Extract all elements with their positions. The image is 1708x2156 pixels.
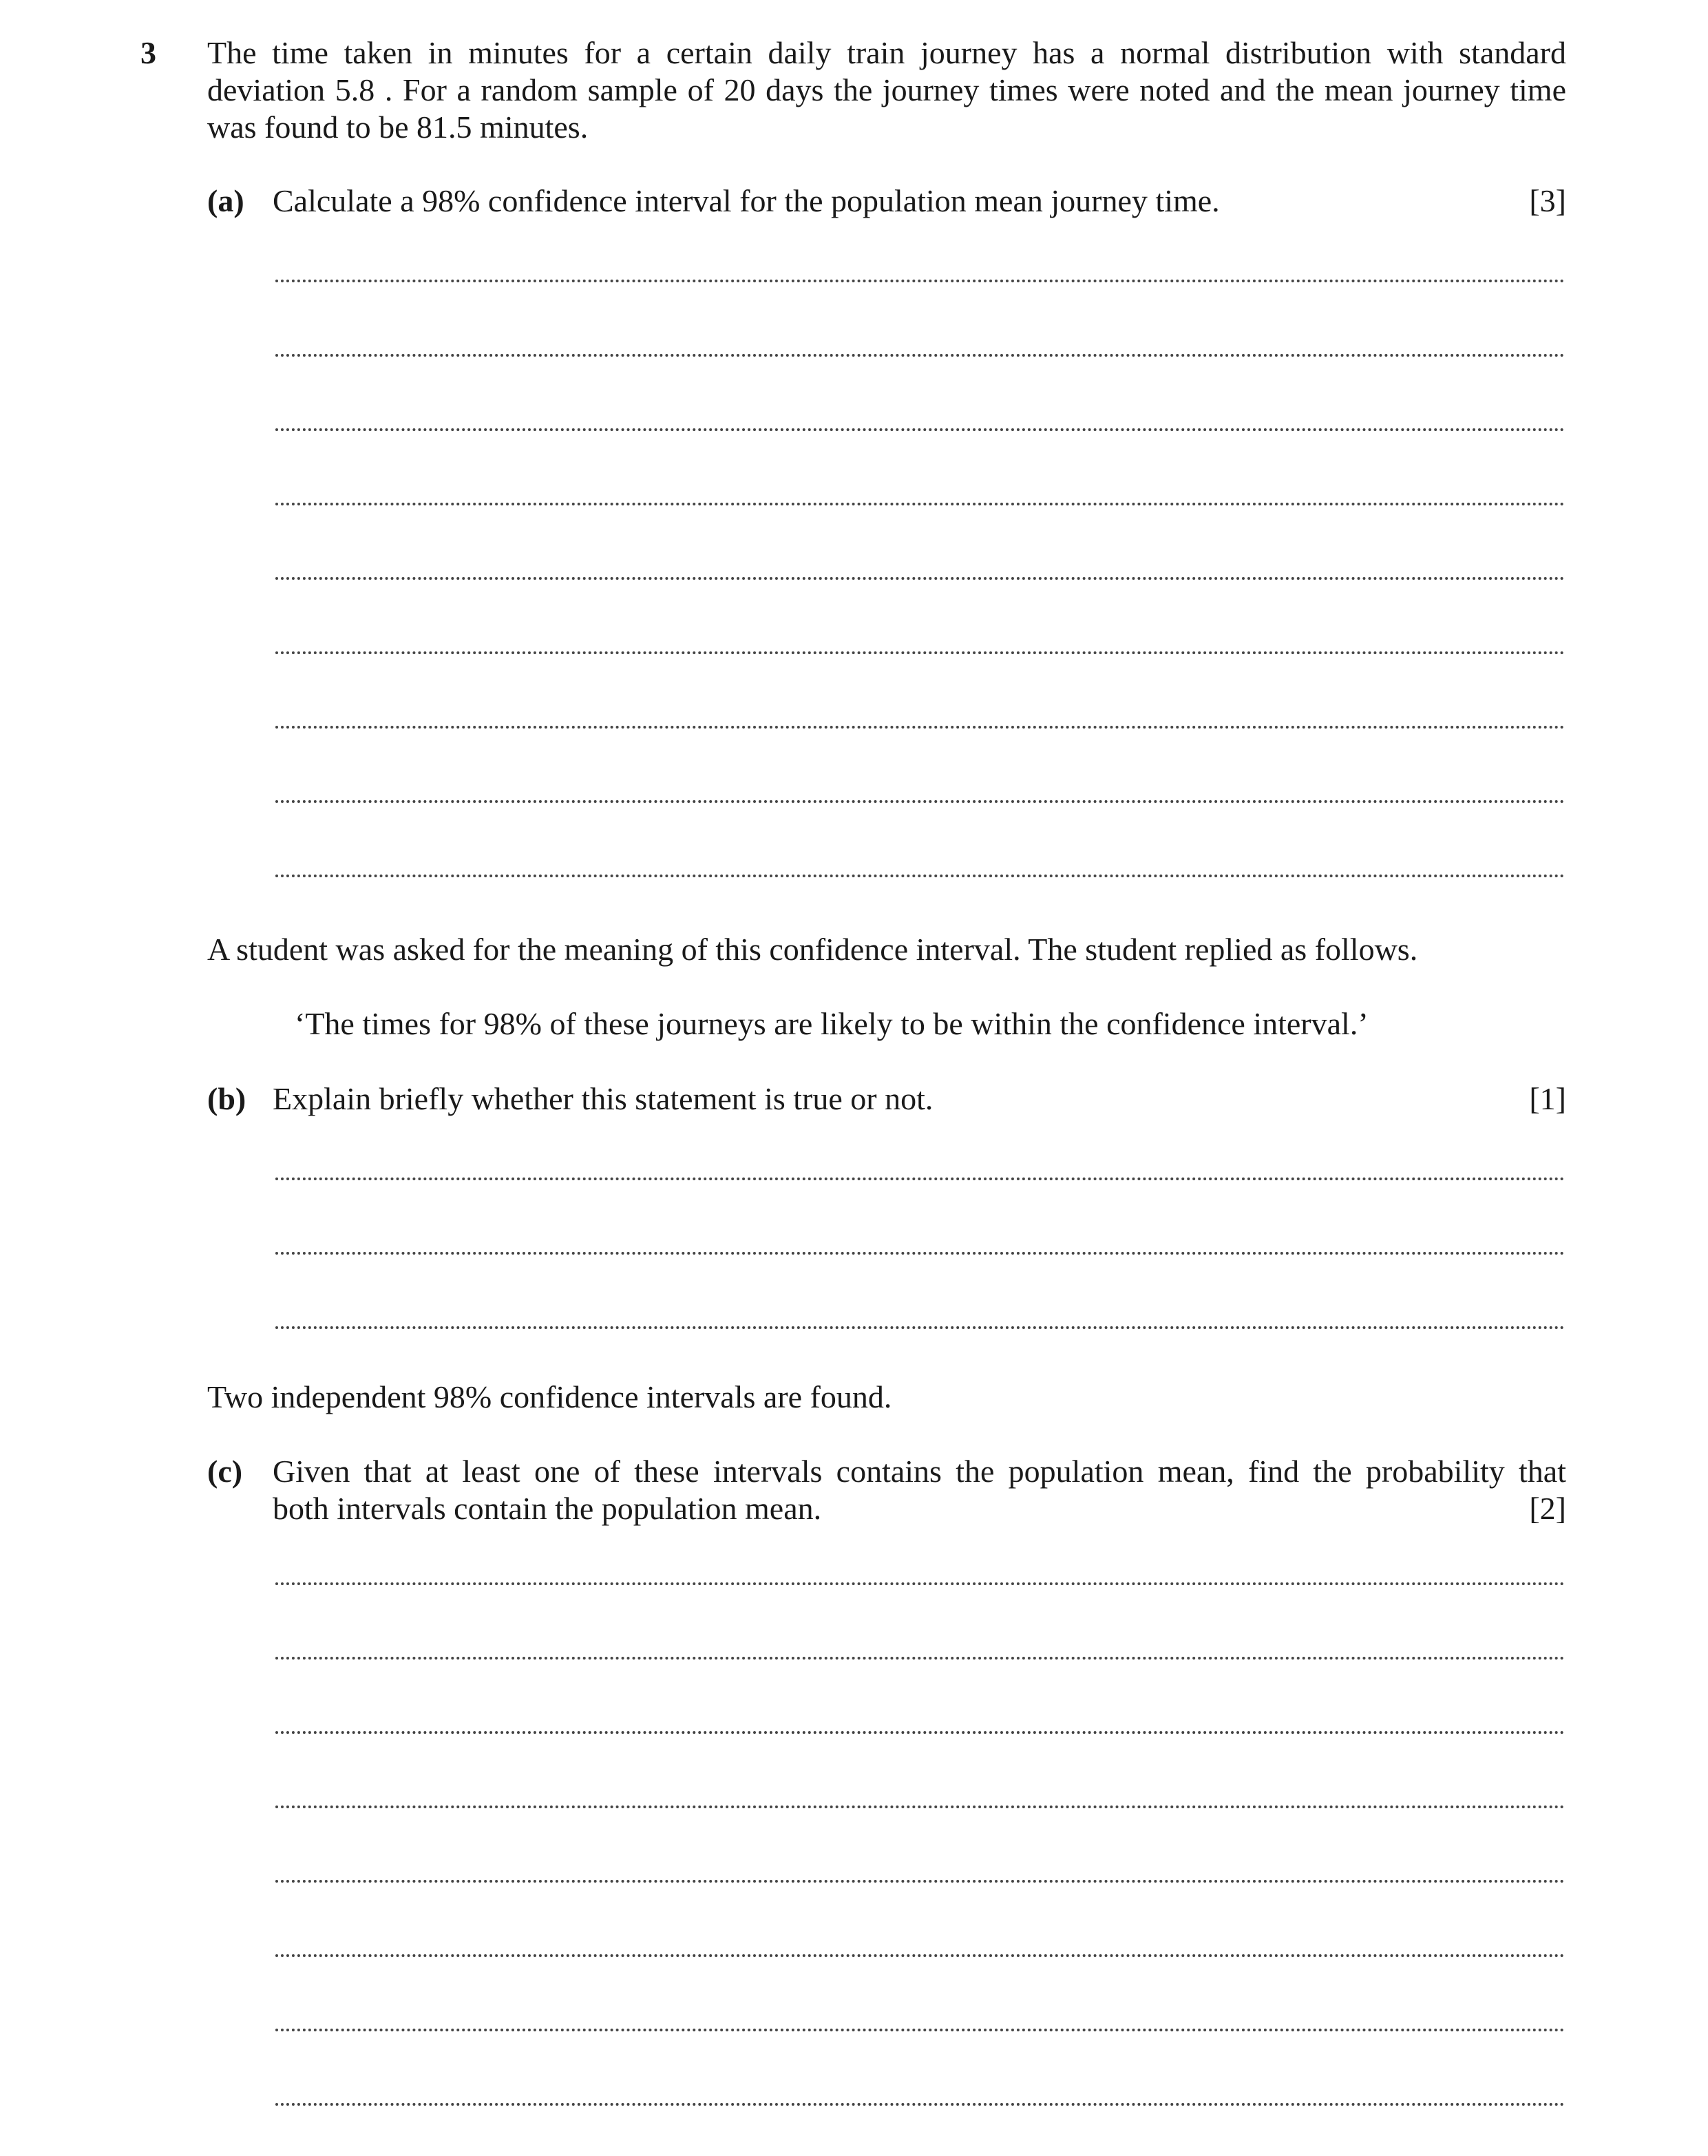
answer-line-a-2[interactable] bbox=[275, 354, 1565, 357]
answer-line-c-5[interactable] bbox=[275, 1880, 1565, 1883]
part-b-marks: [1] bbox=[1529, 1081, 1566, 1116]
question-intro-line-3: was found to be 81.5 minutes. bbox=[207, 109, 589, 145]
part-c-marks: [2] bbox=[1529, 1491, 1566, 1526]
answer-line-c-2[interactable] bbox=[275, 1657, 1565, 1660]
student-quote: ‘The times for 98% of these journeys are likely to be within the confidence interval.’ bbox=[295, 1006, 1369, 1041]
answer-line-c-1[interactable] bbox=[275, 1582, 1565, 1585]
part-b-label: (b) bbox=[207, 1081, 246, 1116]
part-c-label: (c) bbox=[207, 1454, 243, 1489]
question-number: 3 bbox=[140, 35, 156, 70]
part-a-label: (a) bbox=[207, 183, 244, 218]
answer-line-a-1[interactable] bbox=[275, 280, 1565, 282]
part-b-text: Explain briefly whether this statement is true or not. bbox=[273, 1081, 934, 1116]
answer-line-a-3[interactable] bbox=[275, 428, 1565, 431]
part-c-text bbox=[273, 1453, 1566, 1527]
question-intro bbox=[207, 34, 1566, 146]
answer-line-a-6[interactable] bbox=[275, 651, 1565, 654]
question-intro-line-2: deviation 5.8 . For a random sample of 20 days the journey times were noted and the mean journey time bbox=[207, 72, 1566, 107]
part-c-text-line-1: Given that at least one of these intervals contains the population mean, find the probability that bbox=[273, 1454, 1566, 1489]
part-a-marks: [3] bbox=[1529, 183, 1566, 218]
answer-line-a-5[interactable] bbox=[275, 577, 1565, 580]
answer-line-b-1[interactable] bbox=[275, 1178, 1565, 1180]
part-a-text: Calculate a 98% confidence interval for the population mean journey time. bbox=[273, 183, 1220, 218]
answer-line-a-9[interactable] bbox=[275, 875, 1565, 877]
question-intro-line-1: The time taken in minutes for a certain daily train journey has a normal distribution with standard bbox=[207, 35, 1566, 70]
answer-line-b-2[interactable] bbox=[275, 1252, 1565, 1255]
answer-line-c-7[interactable] bbox=[275, 2029, 1565, 2031]
part-c-text-line-2: both intervals contain the population mean. bbox=[273, 1491, 822, 1526]
answer-line-c-4[interactable] bbox=[275, 1806, 1565, 1808]
answer-line-a-8[interactable] bbox=[275, 800, 1565, 803]
answer-line-c-6[interactable] bbox=[275, 1954, 1565, 1957]
answer-line-a-4[interactable] bbox=[275, 503, 1565, 505]
answer-line-c-3[interactable] bbox=[275, 1731, 1565, 1734]
answer-line-c-8[interactable] bbox=[275, 2103, 1565, 2106]
answer-line-a-7[interactable] bbox=[275, 726, 1565, 729]
two-intervals-statement: Two independent 98% confidence intervals are found. bbox=[207, 1379, 892, 1414]
student-statement: A student was asked for the meaning of this confidence interval. The student replied as follows. bbox=[207, 932, 1418, 967]
answer-line-b-3[interactable] bbox=[275, 1326, 1565, 1329]
